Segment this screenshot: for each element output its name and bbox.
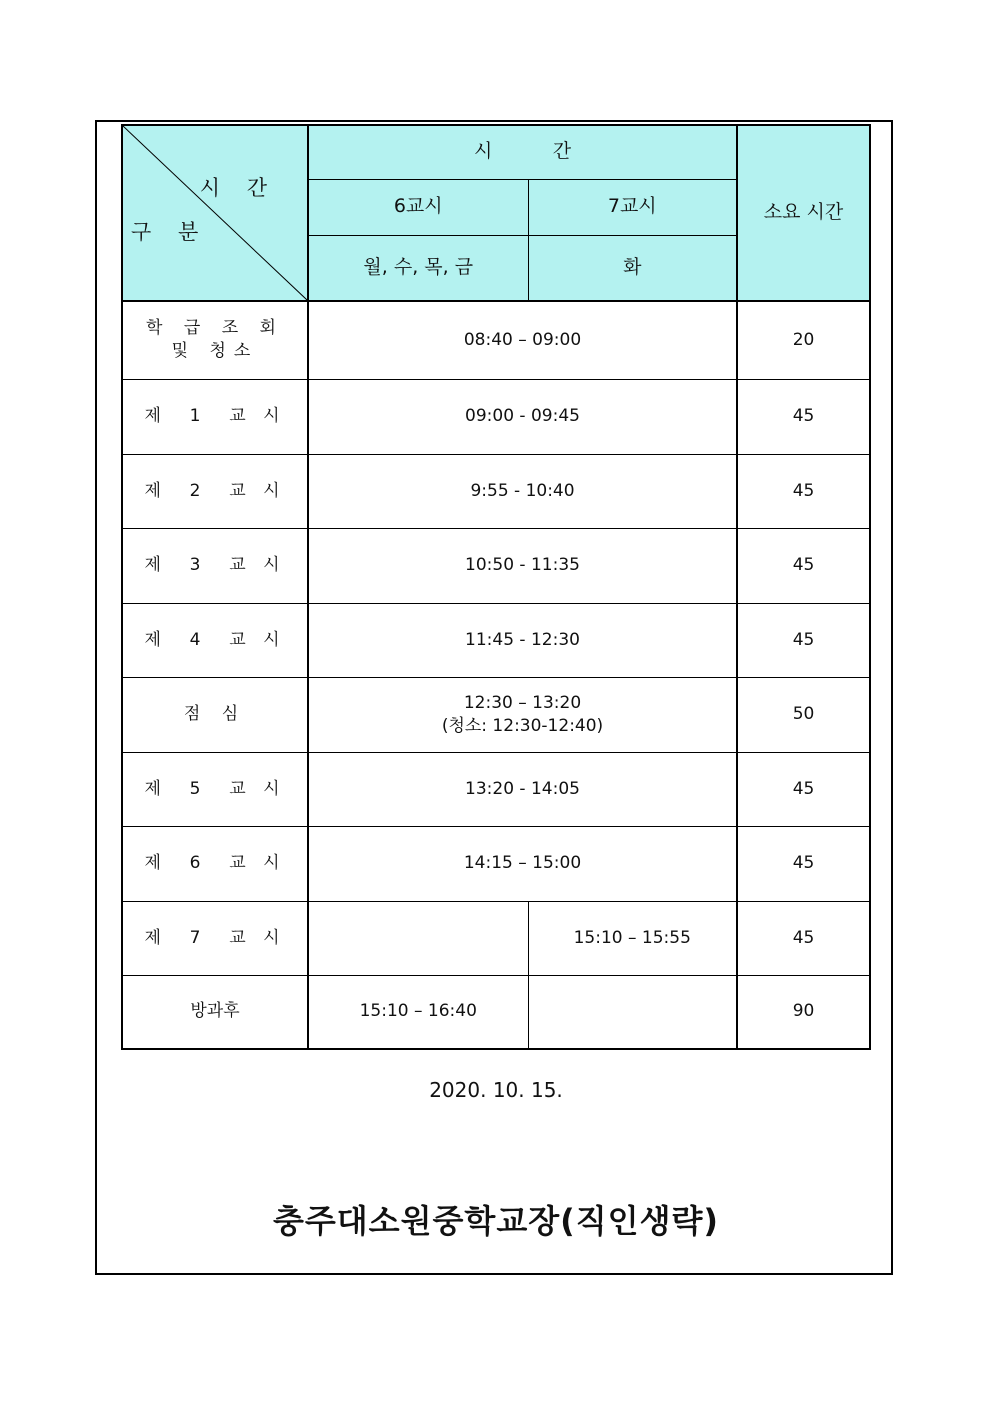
row-label: 제 3 교 시 [122, 528, 308, 603]
row-time-7th: 15:10 – 15:55 [528, 901, 737, 975]
col-header-7th: 7교시 [528, 179, 737, 235]
diagonal-line [123, 126, 307, 300]
row-label: 방과후 [122, 975, 308, 1049]
table-row [122, 454, 870, 528]
row-time: 12:30 – 13:20 [463, 692, 582, 713]
table-row [122, 752, 870, 826]
row-time-cell [308, 677, 737, 752]
row-duration: 45 [737, 379, 870, 454]
row-duration: 45 [737, 454, 870, 528]
row-time-note: (청소: 12:30-12:40) [441, 715, 604, 736]
corner-category-label: 구 분 [131, 220, 209, 244]
row-duration: 45 [737, 901, 870, 975]
row-duration: 45 [737, 603, 870, 677]
duration-header: 소요 시간 [737, 125, 870, 301]
row-duration: 90 [737, 975, 870, 1049]
row-duration: 45 [737, 826, 870, 901]
col-header-6th: 6교시 [308, 179, 528, 235]
table-row [122, 677, 870, 752]
corner-time-label: 시 간 [199, 176, 277, 200]
row-time: 08:40 – 09:00 [308, 301, 737, 379]
row-duration: 20 [737, 301, 870, 379]
row-label: 제 1 교 시 [122, 379, 308, 454]
days-7th: 화 [528, 235, 737, 301]
row-label: 점 심 [122, 677, 308, 752]
table-row [122, 901, 870, 975]
principal-signature: 충주대소원중학교장(직인생략) [272, 1202, 720, 1240]
row-duration: 50 [737, 677, 870, 752]
row-time: 9:55 - 10:40 [308, 454, 737, 528]
row-time-6th [308, 901, 528, 975]
row-time: 13:20 - 14:05 [308, 752, 737, 826]
days-6th: 월, 수, 목, 금 [308, 235, 528, 301]
table-row [122, 826, 870, 901]
row-duration: 45 [737, 752, 870, 826]
corner-header-cell [122, 125, 308, 301]
row-time: 14:15 – 15:00 [308, 826, 737, 901]
document-date: 2020. 10. 15. [429, 1078, 563, 1102]
row-time: 09:00 - 09:45 [308, 379, 737, 454]
row-time: 10:50 - 11:35 [308, 528, 737, 603]
row-label: 제 7 교 시 [122, 901, 308, 975]
row-duration: 45 [737, 528, 870, 603]
row-label: 학 급 조 회 및 청소 [122, 301, 308, 379]
row-label: 제 2 교 시 [122, 454, 308, 528]
table-row [122, 379, 870, 454]
table-row [122, 975, 870, 1049]
row-label: 제 4 교 시 [122, 603, 308, 677]
row-label: 제 6 교 시 [122, 826, 308, 901]
row-label: 제 5 교 시 [122, 752, 308, 826]
row-time-7th [528, 975, 737, 1049]
time-header: 시 간 [308, 125, 737, 179]
table-row [122, 603, 870, 677]
timetable [121, 124, 871, 1050]
table-row [122, 301, 870, 379]
row-time: 11:45 - 12:30 [308, 603, 737, 677]
table-row [122, 528, 870, 603]
row-time-6th: 15:10 – 16:40 [308, 975, 528, 1049]
